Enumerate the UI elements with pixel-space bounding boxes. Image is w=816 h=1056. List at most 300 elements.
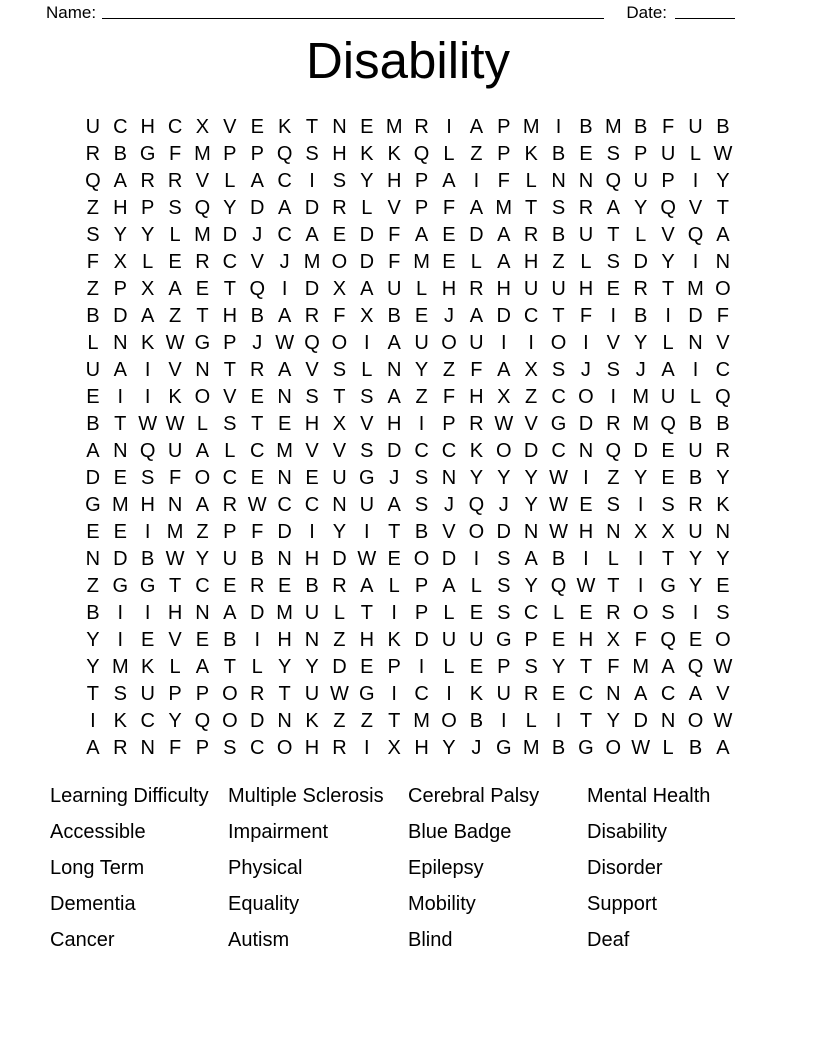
grid-cell: C xyxy=(277,494,292,516)
grid-cell: Y xyxy=(469,467,484,489)
grid-cell: H xyxy=(578,278,594,300)
grid-cell: Y xyxy=(141,224,155,246)
grid-cell: E xyxy=(442,224,456,246)
grid-cell: G xyxy=(85,494,101,516)
grid-cell: I xyxy=(309,521,315,543)
grid-cell: A xyxy=(661,359,675,381)
grid-cell: L xyxy=(142,251,154,273)
grid-cell: C xyxy=(551,386,566,408)
grid-cell: E xyxy=(414,305,429,327)
grid-cell: Y xyxy=(442,737,456,759)
grid-cell: H xyxy=(496,278,511,300)
grid-cell: M xyxy=(632,386,650,408)
grid-cell: I xyxy=(117,602,124,624)
grid-cell: X xyxy=(141,278,155,300)
grid-cell: Y xyxy=(716,170,730,192)
grid-cell: V xyxy=(332,440,347,462)
grid-cell: O xyxy=(495,440,512,462)
grid-cell: G xyxy=(112,575,129,597)
grid-cell: I xyxy=(692,251,699,273)
grid-cell: M xyxy=(276,440,293,462)
grid-cell: A xyxy=(195,494,210,516)
grid-cell: E xyxy=(223,575,237,597)
grid-cell: P xyxy=(524,629,538,651)
grid-cell: J xyxy=(279,251,290,273)
grid-cell: V xyxy=(716,683,730,705)
grid-cell: Y xyxy=(634,332,648,354)
grid-cell: Y xyxy=(86,656,100,678)
grid-cell: H xyxy=(469,386,484,408)
grid-cell: A xyxy=(524,548,538,570)
grid-cell: A xyxy=(661,656,675,678)
grid-cell: A xyxy=(360,278,374,300)
grid-cell: J xyxy=(471,737,482,759)
grid-cell: G xyxy=(495,737,512,759)
grid-cell: W xyxy=(549,467,568,489)
grid-cell: N xyxy=(715,251,731,273)
grid-cell: O xyxy=(331,332,348,354)
grid-cell: N xyxy=(551,170,566,192)
grid-cell: L xyxy=(169,656,181,678)
grid-cell: C xyxy=(113,116,128,138)
grid-cell: M xyxy=(303,251,321,273)
grid-cell: J xyxy=(389,467,400,489)
grid-cell: T xyxy=(333,386,346,408)
grid-cell: J xyxy=(635,359,646,381)
grid-cell: T xyxy=(388,521,401,543)
grid-cell: H xyxy=(167,602,183,624)
grid-cell: A xyxy=(634,683,648,705)
date-label: Date: xyxy=(626,3,667,22)
grid-cell: S xyxy=(524,656,538,678)
grid-cell: D xyxy=(496,521,511,543)
grid-cell: E xyxy=(360,656,374,678)
grid-cell: P xyxy=(387,656,401,678)
grid-cell: B xyxy=(86,413,100,435)
grid-cell: U xyxy=(469,332,484,354)
grid-cell: I xyxy=(281,278,288,300)
grid-cell: N xyxy=(85,548,101,570)
grid-cell: Q xyxy=(660,629,676,651)
grid-cell: C xyxy=(523,305,539,327)
grid-cell: J xyxy=(252,332,263,354)
grid-cell: D xyxy=(85,467,101,489)
grid-cell: A xyxy=(442,575,456,597)
grid-cell: K xyxy=(387,143,401,165)
grid-cell: A xyxy=(141,305,155,327)
grid-cell: Z xyxy=(86,278,99,300)
grid-cell: S xyxy=(360,386,374,408)
grid-cell: B xyxy=(551,548,566,570)
grid-cell: E xyxy=(277,575,292,597)
grid-cell: D xyxy=(359,251,375,273)
date-blank-line xyxy=(675,3,735,19)
grid-cell: B xyxy=(688,413,703,435)
grid-cell: I xyxy=(473,170,480,192)
grid-cell: X xyxy=(360,305,374,327)
grid-cell: A xyxy=(277,359,292,381)
word-bank-item: Multiple Sclerosis xyxy=(228,785,384,808)
grid-cell: P xyxy=(195,737,210,759)
name-label: Name: xyxy=(46,3,97,22)
grid-cell: R xyxy=(250,683,265,705)
grid-cell: X xyxy=(661,521,675,543)
grid-cell: B xyxy=(716,116,730,138)
grid-cell: M xyxy=(632,413,650,435)
grid-cell: B xyxy=(223,629,237,651)
grid-cell: D xyxy=(222,224,238,246)
grid-cell: A xyxy=(497,224,511,246)
grid-cell: U xyxy=(578,224,594,246)
grid-cell: U xyxy=(85,359,101,381)
grid-cell: R xyxy=(332,737,347,759)
grid-cell: B xyxy=(551,737,566,759)
grid-cell: P xyxy=(195,683,210,705)
grid-cell: A xyxy=(497,359,511,381)
grid-cell: G xyxy=(139,575,156,597)
grid-cell: Y xyxy=(524,467,538,489)
grid-cell: T xyxy=(305,116,319,138)
grid-cell: I xyxy=(692,170,699,192)
grid-cell: O xyxy=(468,521,485,543)
grid-cell: H xyxy=(304,413,320,435)
word-search-grid xyxy=(79,114,737,762)
grid-cell: H xyxy=(386,170,402,192)
grid-cell: V xyxy=(305,440,319,462)
grid-cell: I xyxy=(144,359,151,381)
grid-cell: T xyxy=(579,656,593,678)
grid-cell: Y xyxy=(634,467,648,489)
grid-cell: B xyxy=(86,305,100,327)
grid-cell: O xyxy=(715,629,731,651)
grid-cell: Y xyxy=(414,359,429,381)
grid-cell: I xyxy=(144,602,151,624)
grid-cell: B xyxy=(387,305,401,327)
grid-cell: P xyxy=(250,143,264,165)
grid-cell: R xyxy=(250,359,265,381)
grid-cell: C xyxy=(414,440,429,462)
grid-cell: H xyxy=(523,251,539,273)
grid-cell: Y xyxy=(524,494,538,516)
grid-cell: T xyxy=(661,548,675,570)
grid-cell: Q xyxy=(139,440,156,462)
grid-cell: D xyxy=(332,656,347,678)
grid-cell: V xyxy=(360,413,374,435)
grid-cell: I xyxy=(500,332,507,354)
grid-cell: R xyxy=(332,575,347,597)
grid-cell: D xyxy=(633,710,648,732)
grid-cell: U xyxy=(523,278,539,300)
grid-cell: I xyxy=(610,305,617,327)
grid-cell: P xyxy=(497,116,511,138)
grid-cell: V xyxy=(195,170,210,192)
grid-cell: F xyxy=(86,251,99,273)
grid-cell: J xyxy=(443,494,454,516)
grid-cell: D xyxy=(386,440,402,462)
grid-cell: H xyxy=(332,143,347,165)
grid-cell: B xyxy=(113,143,127,165)
grid-cell: E xyxy=(86,386,100,408)
grid-cell: W xyxy=(713,656,733,678)
grid-cell: S xyxy=(414,467,429,489)
grid-cell: V xyxy=(524,413,538,435)
grid-cell: L xyxy=(689,386,702,408)
grid-cell: L xyxy=(416,278,428,300)
grid-cell: B xyxy=(469,710,484,732)
grid-cell: E xyxy=(579,494,593,516)
grid-cell: E xyxy=(551,629,566,651)
grid-cell: I xyxy=(418,656,425,678)
grid-cell: C xyxy=(414,683,429,705)
grid-cell: Q xyxy=(687,224,704,246)
grid-cell: I xyxy=(144,521,151,543)
grid-cell: E xyxy=(661,440,675,462)
grid-cell: T xyxy=(552,305,565,327)
grid-cell: P xyxy=(661,170,675,192)
grid-cell: U xyxy=(660,143,676,165)
grid-cell: C xyxy=(167,116,183,138)
grid-cell: A xyxy=(195,656,210,678)
grid-cell: O xyxy=(441,332,457,354)
grid-cell: I xyxy=(391,602,397,624)
grid-cell: L xyxy=(361,359,373,381)
grid-cell: H xyxy=(441,278,457,300)
grid-cell: S xyxy=(168,197,182,219)
grid-cell: E xyxy=(250,116,264,138)
grid-cell: S xyxy=(360,440,374,462)
grid-cell: E xyxy=(387,548,401,570)
grid-cell: B xyxy=(634,116,648,138)
word-bank-item: Dementia xyxy=(50,892,136,915)
grid-cell: P xyxy=(497,143,511,165)
grid-cell: Z xyxy=(333,710,346,732)
grid-cell: X xyxy=(606,629,620,651)
grid-cell: C xyxy=(304,494,320,516)
grid-cell: M xyxy=(413,710,430,732)
grid-cell: E xyxy=(141,629,155,651)
grid-cell: X xyxy=(634,521,648,543)
word-bank xyxy=(0,779,816,958)
grid-cell: U xyxy=(140,683,155,705)
grid-cell: S xyxy=(551,359,566,381)
grid-cell: O xyxy=(605,737,622,759)
grid-cell: B xyxy=(634,305,648,327)
grid-cell: A xyxy=(414,224,429,246)
grid-cell: V xyxy=(688,197,703,219)
grid-cell: N xyxy=(386,359,402,381)
grid-cell: Z xyxy=(470,143,483,165)
grid-cell: P xyxy=(223,521,237,543)
grid-cell: T xyxy=(607,224,620,246)
grid-cell: E xyxy=(469,602,484,624)
grid-cell: A xyxy=(469,305,484,327)
grid-cell: M xyxy=(687,278,704,300)
grid-cell: K xyxy=(716,494,730,516)
grid-cell: F xyxy=(579,305,593,327)
word-bank-item: Mobility xyxy=(408,892,476,915)
grid-cell: T xyxy=(168,575,182,597)
grid-cell: A xyxy=(277,305,292,327)
grid-cell: A xyxy=(305,224,319,246)
grid-cell: A xyxy=(113,359,127,381)
grid-cell: S xyxy=(141,467,155,489)
grid-cell: J xyxy=(498,494,509,516)
grid-cell: Y xyxy=(360,170,374,192)
grid-cell: E xyxy=(360,116,374,138)
grid-cell: U xyxy=(304,683,320,705)
grid-cell: Y xyxy=(305,656,319,678)
grid-cell: Y xyxy=(277,656,292,678)
grid-cell: L xyxy=(580,251,592,273)
grid-cell: A xyxy=(113,170,127,192)
grid-cell: K xyxy=(360,143,374,165)
grid-cell: I xyxy=(637,494,644,516)
grid-cell: R xyxy=(195,251,210,273)
grid-cell: K xyxy=(277,116,292,138)
grid-cell: U xyxy=(633,170,648,192)
grid-cell: O xyxy=(687,710,704,732)
grid-cell: U xyxy=(386,278,402,300)
grid-cell: X xyxy=(332,278,347,300)
grid-cell: I xyxy=(473,548,480,570)
grid-cell: D xyxy=(250,710,265,732)
grid-cell: C xyxy=(222,467,238,489)
grid-cell: E xyxy=(442,251,456,273)
grid-cell: Z xyxy=(552,251,565,273)
grid-cell: V xyxy=(168,629,182,651)
grid-cell: Y xyxy=(168,710,182,732)
grid-cell: H xyxy=(113,197,128,219)
word-bank-item: Cancer xyxy=(50,928,115,951)
grid-cell: Z xyxy=(415,386,428,408)
grid-cell: H xyxy=(140,494,155,516)
grid-cell: D xyxy=(332,548,347,570)
grid-cell: O xyxy=(222,683,238,705)
grid-cell: O xyxy=(632,602,649,624)
grid-cell: R xyxy=(113,737,128,759)
grid-cell: Y xyxy=(688,575,703,597)
word-bank-item: Mental Health xyxy=(587,785,711,808)
grid-cell: B xyxy=(688,737,703,759)
grid-cell: X xyxy=(497,386,511,408)
grid-cell: W xyxy=(275,332,295,354)
grid-cell: U xyxy=(441,629,457,651)
grid-cell: G xyxy=(359,467,375,489)
word-bank-item: Long Term xyxy=(50,856,145,879)
grid-cell: Q xyxy=(605,440,622,462)
grid-cell: D xyxy=(250,197,265,219)
grid-cell: L xyxy=(169,224,181,246)
word-bank-item: Autism xyxy=(228,928,290,951)
grid-cell: B xyxy=(579,116,593,138)
grid-cell: M xyxy=(385,116,403,138)
grid-cell: E xyxy=(469,656,484,678)
grid-cell: O xyxy=(715,278,731,300)
grid-cell: S xyxy=(332,359,347,381)
grid-cell: D xyxy=(496,305,511,327)
grid-cell: W xyxy=(713,143,733,165)
grid-cell: L xyxy=(443,602,455,624)
grid-cell: U xyxy=(688,116,703,138)
grid-cell: F xyxy=(442,197,456,219)
grid-cell: W xyxy=(165,332,185,354)
grid-cell: T xyxy=(196,305,209,327)
grid-cell: F xyxy=(470,359,483,381)
grid-cell: M xyxy=(632,656,650,678)
grid-cell: Y xyxy=(688,548,703,570)
grid-cell: B xyxy=(86,602,100,624)
grid-cell: R xyxy=(633,278,648,300)
grid-cell: T xyxy=(86,683,99,705)
grid-cell: N xyxy=(441,467,457,489)
grid-cell: E xyxy=(277,413,292,435)
grid-cell: D xyxy=(304,278,320,300)
grid-cell: I xyxy=(555,116,562,138)
grid-cell: I xyxy=(692,602,699,624)
grid-cell: N xyxy=(578,170,594,192)
grid-cell: V xyxy=(716,332,730,354)
grid-cell: L xyxy=(689,143,702,165)
grid-cell: R xyxy=(304,305,320,327)
grid-cell: T xyxy=(607,575,620,597)
grid-cell: A xyxy=(360,575,374,597)
grid-cell: D xyxy=(441,548,457,570)
grid-cell: K xyxy=(113,710,127,732)
grid-cell: F xyxy=(388,251,401,273)
grid-cell: P xyxy=(497,656,511,678)
grid-cell: F xyxy=(607,656,620,678)
grid-cell: K xyxy=(305,710,319,732)
grid-cell: F xyxy=(634,629,647,651)
grid-cell: S xyxy=(223,737,237,759)
word-bank-item: Cerebral Palsy xyxy=(408,785,540,808)
grid-cell: C xyxy=(250,440,265,462)
grid-cell: O xyxy=(331,251,348,273)
grid-cell: M xyxy=(413,251,430,273)
grid-cell: W xyxy=(494,413,514,435)
grid-cell: Y xyxy=(716,467,730,489)
grid-cell: Y xyxy=(332,521,347,543)
grid-cell: U xyxy=(414,332,429,354)
grid-cell: E xyxy=(661,467,675,489)
grid-cell: L xyxy=(552,602,565,624)
grid-cell: B xyxy=(141,548,155,570)
grid-cell: W xyxy=(631,737,651,759)
grid-cell: B xyxy=(250,548,264,570)
grid-cell: P xyxy=(414,170,429,192)
grid-cell: S xyxy=(606,494,620,516)
grid-cell: T xyxy=(223,656,236,678)
grid-cell: E xyxy=(250,467,264,489)
grid-cell: G xyxy=(578,737,594,759)
grid-cell: G xyxy=(139,143,156,165)
grid-cell: H xyxy=(140,116,155,138)
grid-cell: D xyxy=(277,521,292,543)
grid-cell: E xyxy=(579,143,593,165)
grid-cell: L xyxy=(333,602,345,624)
grid-cell: L xyxy=(470,251,482,273)
grid-cell: D xyxy=(578,413,594,435)
grid-cell: I xyxy=(364,521,370,543)
grid-cell: N xyxy=(140,737,155,759)
grid-cell: Z xyxy=(442,359,456,381)
grid-cell: R xyxy=(332,197,347,219)
grid-cell: I xyxy=(637,548,644,570)
grid-cell: I xyxy=(665,305,671,327)
grid-cell: R xyxy=(167,170,183,192)
grid-cell: I xyxy=(364,332,370,354)
grid-cell: Y xyxy=(716,548,730,570)
